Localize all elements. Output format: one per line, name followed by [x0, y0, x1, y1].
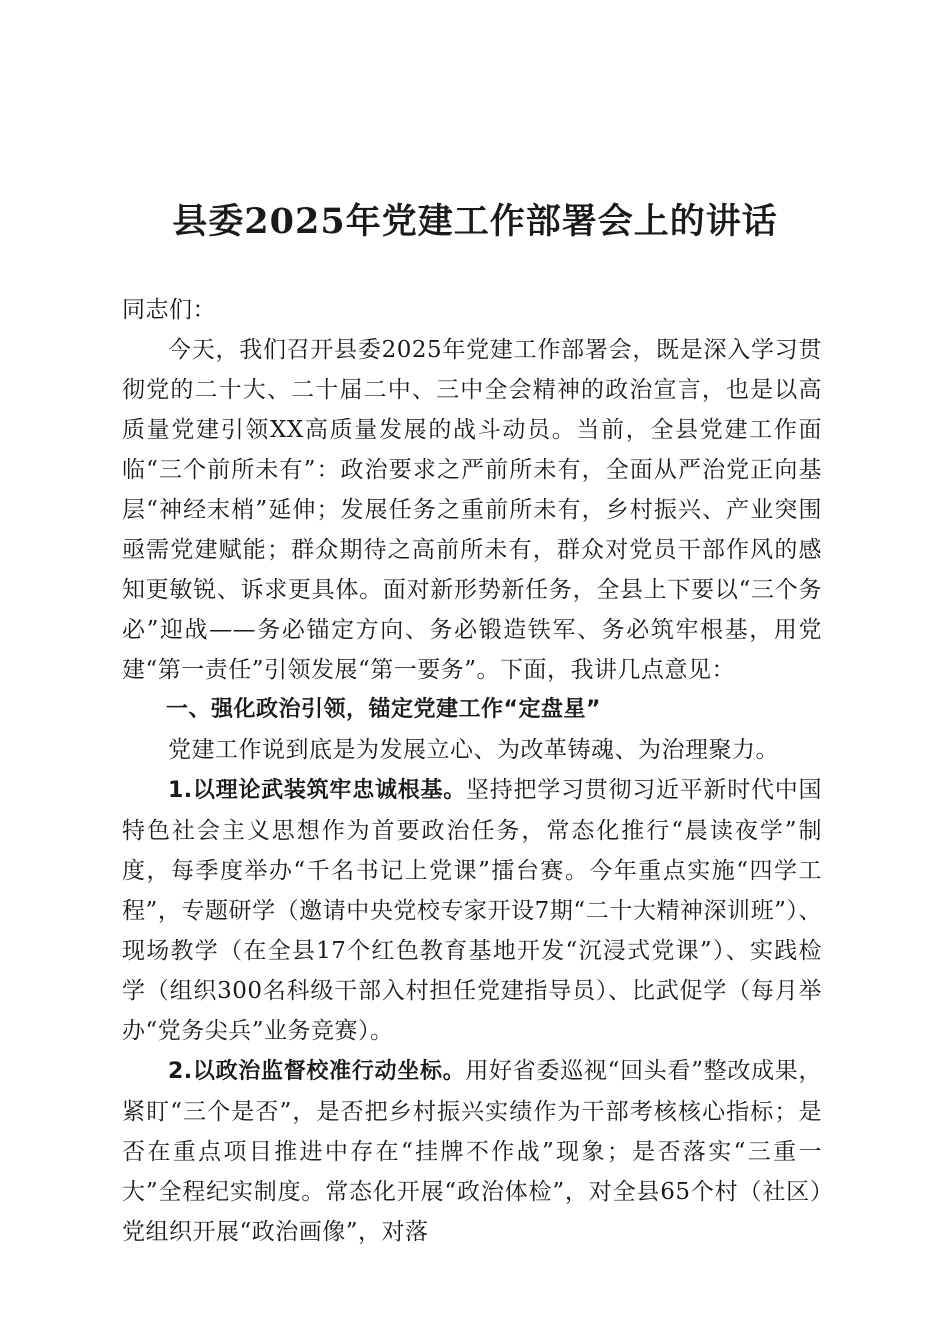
item-1-paragraph — [122, 770, 822, 1051]
document-title: 县委2025年党建工作部署会上的讲话 — [172, 201, 778, 242]
item-2-text: 用好省委巡视“回头看”整改成果，紧盯“三个是否”，是否把乡村振兴实绩作为干部考核核心指标；是否在重点项目推进中存在“挂牌不作战”现象；是否落实“三重一大”全程纪实制度。常态化开展“政治体检”，对全县65个村（社区）党组织开展“政治画像”，对落 — [122, 1058, 822, 1245]
item-2-paragraph — [122, 1051, 822, 1252]
section-1-heading: 一、强化政治引领，锚定党建工作“定盘星” — [166, 697, 601, 722]
salutation: 同志们： — [122, 297, 216, 323]
document-body — [122, 290, 822, 1252]
section-1-lead: 党建工作说到底是为发展立心、为改革铸魂、为治理聚力。 — [168, 737, 779, 763]
intro-paragraph: 今天，我们召开县委2025年党建工作部署会，既是深入学习贯彻党的二十大、二十届二中、三中全会精神的政治宣言，也是以高质量党建引领XX高质量发展的战斗动员。当前，全县党建工作面临“三个前所未有”：政治要求之严前所未有，全面从严治党正向基层“神经末梢”延伸；发展任务之重前所未有，乡村振兴、产业突围亟需党建赋能；群众期待之高前所未有，群众对党员干部作风的感知更敏锐、诉求更具体。面对新形势新任务，全县上下要以“三个务必”迎战——务必锚定方向、务必锻造铁军、务必筑牢根基，用党建“第一责任”引领发展“第一要务”。下面，我讲几点意见： — [122, 337, 822, 683]
item-1-text: 坚持把学习贯彻习近平新时代中国特色社会主义思想作为首要政治任务，常态化推行“晨读夜学”制度，每季度举办“千名书记上党课”擂台赛。今年重点实施“四学工程”，专题研学（邀请中央党校专家开设7期“二十大精神深训班”）、现场教学（在全县17个红色教育基地开发“沉浸式党课”）、实践检学（组织300名科级干部入村担任党建指导员）、比武促学（每月举办“党务尖兵”业务竞赛）。 — [122, 777, 823, 1044]
item-2-lead: 2.以政治监督校准行动坐标。 — [168, 1059, 466, 1084]
item-1-lead: 1.以理论武装筑牢忠诚根基。 — [168, 778, 466, 803]
